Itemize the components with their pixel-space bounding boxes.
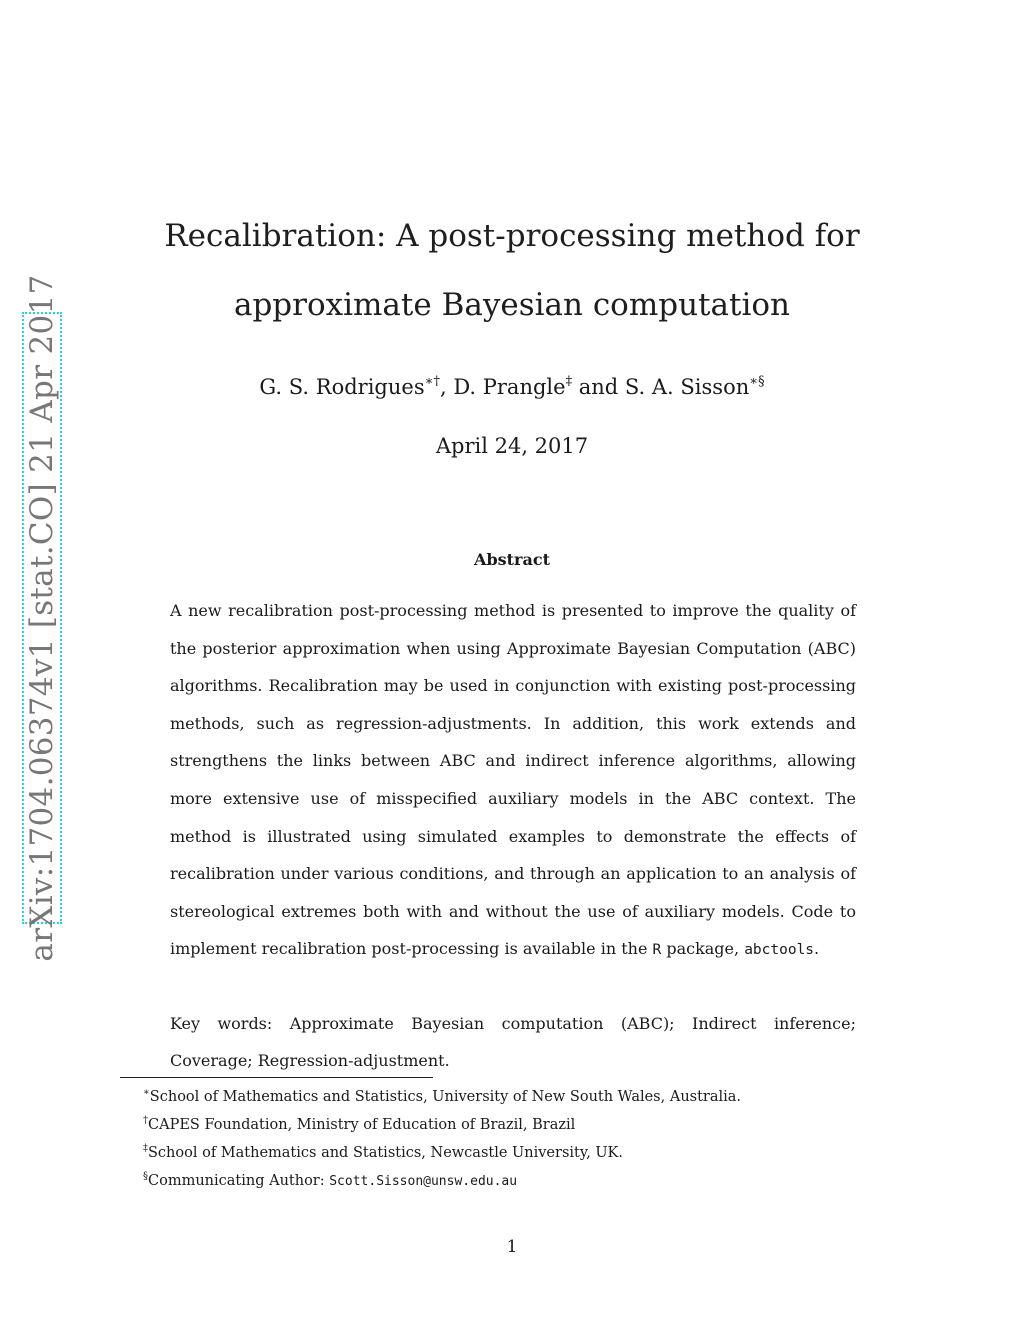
affiliation-marks: ‡ xyxy=(565,374,573,389)
footnote-affiliation-unsw xyxy=(143,1081,903,1109)
keywords: Key words: Approximate Bayesian computation (ABC); Indirect inference; Coverage; Regression-adjustment. xyxy=(170,1014,856,1070)
abstract-heading: Abstract xyxy=(474,550,550,569)
affiliation-marks: ∗† xyxy=(424,374,440,389)
paper-title-line-1: Recalibration: A post-processing method for xyxy=(164,218,860,254)
author-list xyxy=(0,374,1024,399)
package-name-code: abctools xyxy=(744,942,815,959)
author-separator: , xyxy=(439,375,454,399)
footnotes xyxy=(143,1081,903,1194)
footnote-communicating-author xyxy=(143,1165,903,1194)
footnote-text: CAPES Foundation, Ministry of Education of Brazil, Brazil xyxy=(148,1117,576,1133)
footnote-mark: ∗ xyxy=(143,1087,150,1098)
author-name: D. Prangle xyxy=(453,375,566,399)
abstract-text-end: . xyxy=(814,939,820,959)
abstract-text: A new recalibration post-processing method is presented to improve the quality of the posterior approximation when using Approximate Bayesian Computation (ABC) algorithms. Recalibration may be used in conjunction with existing post-processing methods, such as regression-adjustments. In addition, this work extends and strengthens the links between ABC and indirect inference algorithms, allowing more extensive use of misspecified auxiliary models in the ABC context. The method is illustrated using simulated examples to demonstrate the effects of recalibration under various conditions, and through an application to an analysis of stereological extremes both with and without the use of auxiliary models. Code to implement recalibration post-processing is available in the xyxy=(170,601,856,959)
footnote-mark: § xyxy=(143,1171,148,1182)
footnote-mark: ‡ xyxy=(143,1143,148,1154)
r-language-code: R xyxy=(652,942,662,959)
page-number: 1 xyxy=(506,1237,518,1257)
abstract-body xyxy=(170,592,856,970)
footnote-text: School of Mathematics and Statistics, Newcastle University, UK. xyxy=(148,1145,623,1161)
footnote-affiliation-capes xyxy=(143,1109,903,1137)
author-name: G. S. Rodrigues xyxy=(259,375,425,399)
footnote-text: Communicating Author: xyxy=(148,1173,330,1189)
footnote-text: School of Mathematics and Statistics, University of New South Wales, Australia. xyxy=(149,1089,742,1105)
paper-title-line-2: approximate Bayesian computation xyxy=(233,287,790,323)
author-email-link[interactable]: Scott.Sisson@unsw.edu.au xyxy=(329,1174,518,1189)
footnote-divider xyxy=(120,1077,433,1078)
author-separator: and xyxy=(572,375,625,399)
affiliation-marks: ∗§ xyxy=(749,374,765,389)
author-name: S. A. Sisson xyxy=(624,375,750,399)
footnote-mark: † xyxy=(143,1115,148,1126)
footnote-affiliation-newcastle xyxy=(143,1137,903,1165)
publication-date: April 24, 2017 xyxy=(435,434,589,458)
abstract-text-middle: package, xyxy=(661,939,745,959)
arxiv-identifier[interactable]: arXiv:1704.06374v1 [stat.CO] 21 Apr 2017 xyxy=(24,274,60,962)
